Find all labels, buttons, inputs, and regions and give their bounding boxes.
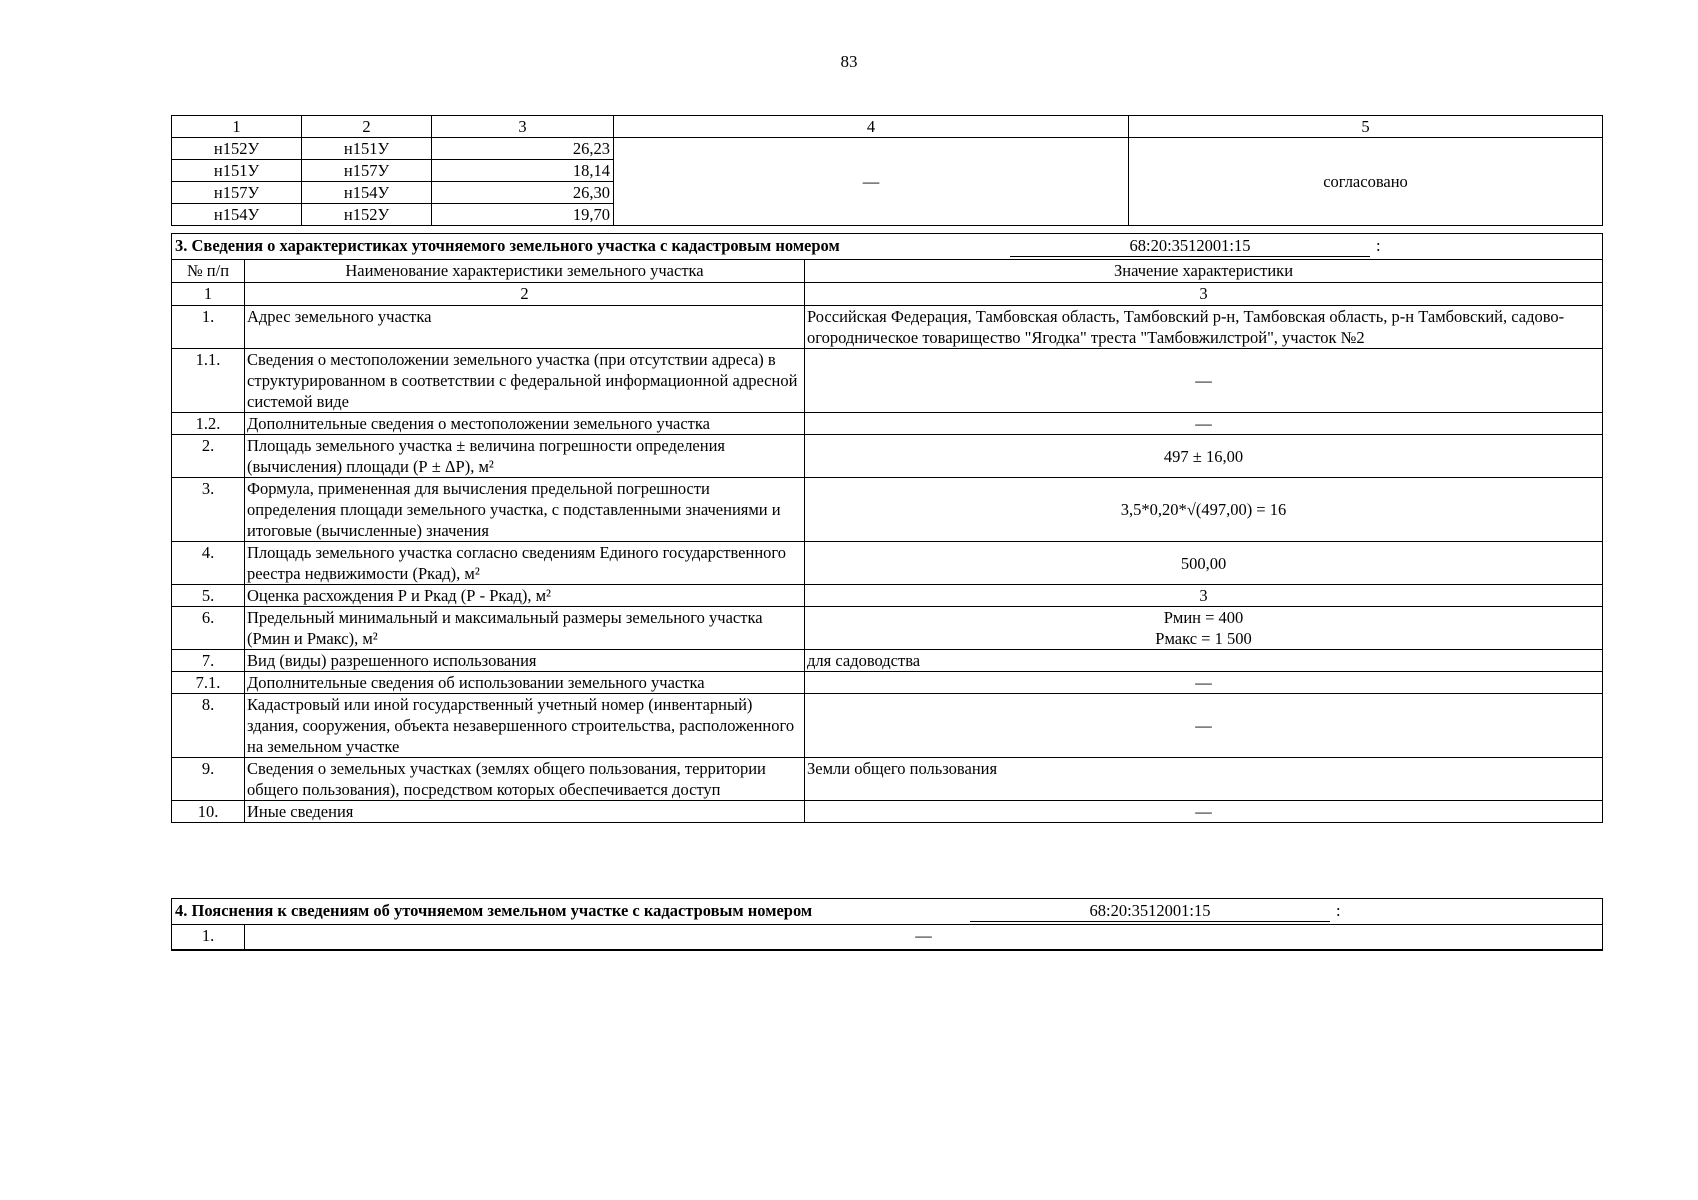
- segments-header-cell: 3: [432, 116, 614, 138]
- table-row: [172, 478, 1603, 542]
- characteristic-value: —: [805, 694, 1603, 758]
- section3-title-row: [172, 234, 1603, 260]
- table-row: [172, 413, 1603, 435]
- segment-length: 19,70: [432, 204, 614, 226]
- characteristic-name: Адрес земельного участка: [245, 306, 805, 349]
- characteristic-value: —: [805, 413, 1603, 435]
- header-num: № п/п: [172, 260, 245, 283]
- segments-header-cell: 5: [1129, 116, 1603, 138]
- segment-from: н157У: [172, 182, 302, 204]
- table-row: [172, 138, 1603, 160]
- table-row: [172, 542, 1603, 585]
- characteristic-value: 3: [805, 585, 1603, 607]
- characteristic-value: 3,5*0,20*√(497,00) = 16: [805, 478, 1603, 542]
- characteristic-name: Формула, примененная для вычисления предельной погрешности определения площади земельного участка, с подставленными значениями и итоговые (вычисленные) значения: [245, 478, 805, 542]
- row-number: 2.: [172, 435, 245, 478]
- characteristic-value: 497 ± 16,00: [805, 435, 1603, 478]
- row-number: 3.: [172, 478, 245, 542]
- row-number: 1.: [172, 306, 245, 349]
- segment-length: 26,30: [432, 182, 614, 204]
- row-number: 5.: [172, 585, 245, 607]
- table-row: [172, 650, 1603, 672]
- characteristic-value: —: [805, 672, 1603, 694]
- characteristic-value: —: [805, 349, 1603, 413]
- table-row: [172, 607, 1603, 650]
- table-row: [172, 801, 1603, 823]
- characteristic-name: Дополнительные сведения об использовании земельного участка: [245, 672, 805, 694]
- row-number: 7.: [172, 650, 245, 672]
- characteristic-value: 500,00: [805, 542, 1603, 585]
- segments-table: [171, 115, 1603, 226]
- characteristic-value-line: Рмакс = 1 500: [1155, 629, 1252, 648]
- characteristic-value: для садоводства: [805, 650, 1603, 672]
- section4-cadastral-number: 68:20:3512001:15: [970, 900, 1330, 922]
- characteristic-name: Площадь земельного участка согласно сведениям Единого государственного реестра недвижимости (Ркад), м²: [245, 542, 805, 585]
- segments-header-row: [172, 116, 1603, 138]
- section3-title: 3. Сведения о характеристиках уточняемого земельного участка с кадастровым номером: [175, 236, 840, 255]
- segment-length: 26,23: [432, 138, 614, 160]
- characteristic-value: [805, 607, 1603, 650]
- segments-header-cell: 4: [614, 116, 1129, 138]
- segment-col4-value: —: [614, 138, 1129, 226]
- segment-to: н154У: [302, 182, 432, 204]
- characteristic-name: Дополнительные сведения о местоположении земельного участка: [245, 413, 805, 435]
- segment-from: н154У: [172, 204, 302, 226]
- characteristic-value: —: [805, 801, 1603, 823]
- row-number: 9.: [172, 758, 245, 801]
- segment-from: н151У: [172, 160, 302, 182]
- table-row: [172, 349, 1603, 413]
- section3-title-cell: [172, 234, 1603, 260]
- segment-to: н152У: [302, 204, 432, 226]
- section4-title-row: [172, 899, 1603, 925]
- segment-to: н157У: [302, 160, 432, 182]
- page-number: 83: [840, 52, 858, 71]
- characteristic-name: Иные сведения: [245, 801, 805, 823]
- characteristic-name: Кадастровый или иной государственный учетный номер (инвентарный) здания, сооружения, объекта незавершенного строительства, расположенного на земельном участке: [245, 694, 805, 758]
- characteristic-name: Сведения о земельных участках (землях общего пользования, территории общего пользования), посредством которых обеспечивается доступ: [245, 758, 805, 801]
- characteristic-name: Оценка расхождения Р и Ркад (Р - Ркад), м²: [245, 585, 805, 607]
- section3-cadastral-number: 68:20:3512001:15: [1010, 235, 1370, 257]
- segment-col5-value: согласовано: [1129, 138, 1603, 226]
- section4-title-cell: [172, 899, 1603, 925]
- table-row: [172, 672, 1603, 694]
- section4-colon: :: [1336, 901, 1341, 920]
- segment-length: 18,14: [432, 160, 614, 182]
- section3-index-row: [172, 283, 1603, 306]
- section4-table: [171, 898, 1603, 951]
- section4-row-value: —: [245, 925, 1603, 950]
- row-number: 1.1.: [172, 349, 245, 413]
- header-value: Значение характеристики: [805, 260, 1603, 283]
- table-row: [172, 758, 1603, 801]
- index-cell: 2: [245, 283, 805, 306]
- table-row: [172, 435, 1603, 478]
- characteristic-value: Земли общего пользования: [805, 758, 1603, 801]
- segment-to: н151У: [302, 138, 432, 160]
- characteristic-name: Площадь земельного участка ± величина погрешности определения (вычисления) площади (Р ± ΔР), м²: [245, 435, 805, 478]
- characteristic-value-line: Рмин = 400: [1163, 608, 1244, 627]
- section4-title: 4. Пояснения к сведениям об уточняемом земельном участке с кадастровым номером: [175, 901, 813, 920]
- segments-header-cell: 2: [302, 116, 432, 138]
- row-number: 8.: [172, 694, 245, 758]
- row-number: 7.1.: [172, 672, 245, 694]
- table-row: [172, 925, 1603, 950]
- characteristic-name: Сведения о местоположении земельного участка (при отсутствии адреса) в структурированном в соответствии с федеральной информационной адресной системой виде: [245, 349, 805, 413]
- row-number: 10.: [172, 801, 245, 823]
- index-cell: 1: [172, 283, 245, 306]
- section3-header-row: [172, 260, 1603, 283]
- row-number: 6.: [172, 607, 245, 650]
- section3-table: [171, 233, 1603, 823]
- row-number: 4.: [172, 542, 245, 585]
- section4-row-num: 1.: [172, 925, 245, 950]
- table-row: [172, 694, 1603, 758]
- index-cell: 3: [805, 283, 1603, 306]
- table-row: [172, 306, 1603, 349]
- characteristic-name: Предельный минимальный и максимальный размеры земельного участка (Рмин и Рмакс), м²: [245, 607, 805, 650]
- segment-from: н152У: [172, 138, 302, 160]
- characteristic-value: Российская Федерация, Тамбовская область, Тамбовский р-н, Тамбовская область, р-н Тамбовский, садово-огородническое товарищество "Ягодка" треста "Тамбовжилстрой", участок №2: [805, 306, 1603, 349]
- characteristic-name: Вид (виды) разрешенного использования: [245, 650, 805, 672]
- row-number: 1.2.: [172, 413, 245, 435]
- header-name: Наименование характеристики земельного участка: [245, 260, 805, 283]
- table-row: [172, 585, 1603, 607]
- segments-header-cell: 1: [172, 116, 302, 138]
- section3-colon: :: [1376, 236, 1381, 255]
